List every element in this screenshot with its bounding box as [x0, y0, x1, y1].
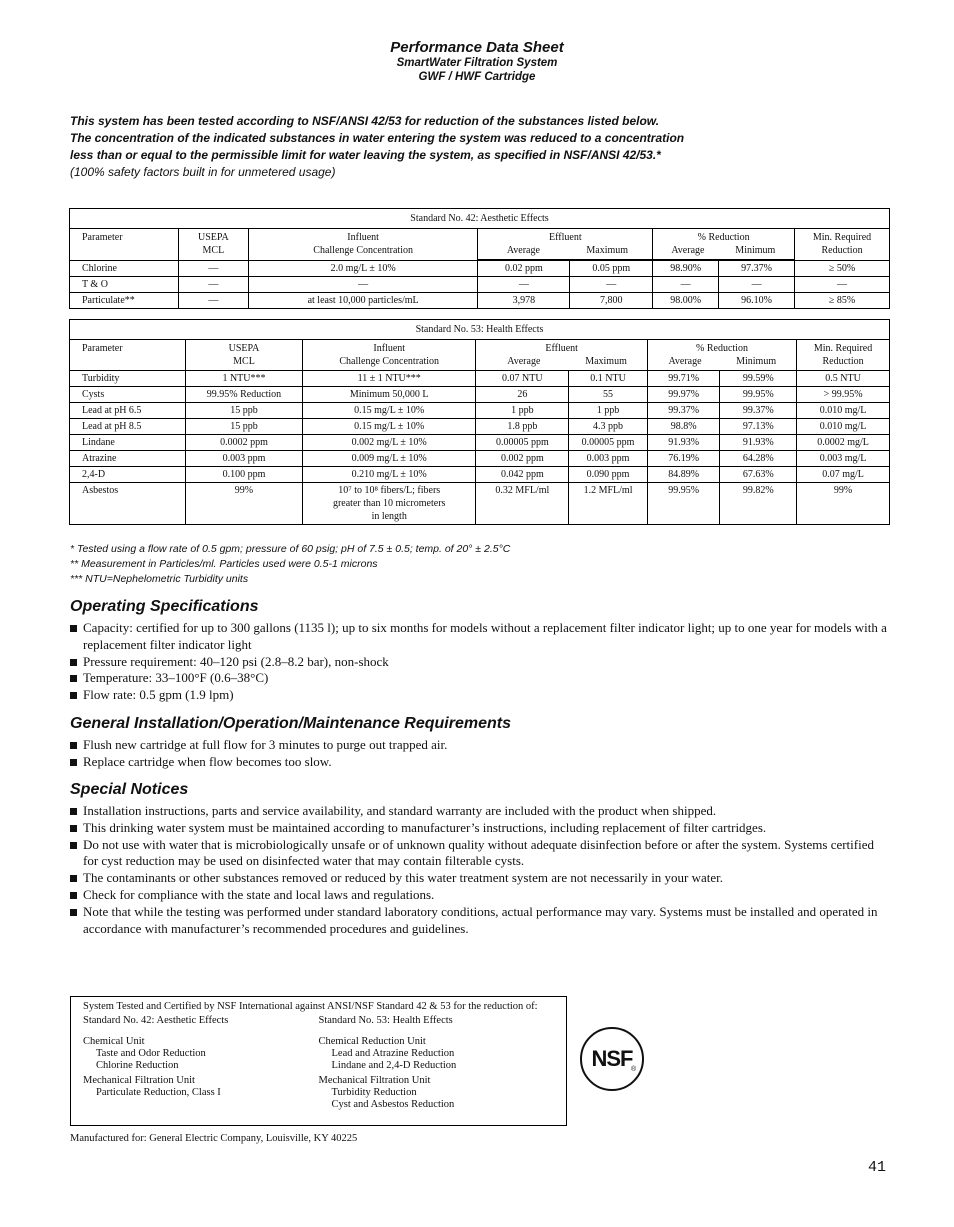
list-item: Note that while the testing was performed under standard laboratory conditions, actual performance may vary. Systems must be installed and operated in accordance with manufacturer’s recommended procedures and guidelines.	[70, 904, 890, 938]
list-item: Capacity: certified for up to 300 gallons (1135 l); up to six months for models without a replacement filter indicator light; up to one year for models with a replacement filter indicator light	[70, 620, 890, 654]
cert-standard-title: Standard No. 53: Health Effects	[318, 1015, 453, 1026]
certification-std42	[83, 1015, 319, 1111]
list-item: This drinking water system must be maintained according to manufacturer’s instructions, including replacement of filter cartridges.	[70, 820, 890, 837]
nsf-logo-text: NSF	[591, 1046, 633, 1071]
cert-item: Chlorine Reduction	[96, 1060, 179, 1071]
header-reduction: % Reduction Average Minimum	[647, 340, 796, 371]
list-item: Flush new cartridge at full flow for 3 minutes to purge out trapped air.	[70, 737, 890, 754]
list-item: Pressure requirement: 40–120 psi (2.8–8.2 bar), non-shock	[70, 654, 890, 671]
footnote: ** Measurement in Particles/ml. Particles used were 0.5-1 microns	[70, 558, 378, 570]
bullet-icon	[70, 892, 77, 899]
cert-item: Taste and Odor Reduction	[96, 1048, 206, 1059]
standard-53-table	[69, 319, 890, 525]
bullet-icon	[70, 842, 77, 849]
bullet-icon	[70, 742, 77, 749]
header-effluent: Effluent Average Maximum	[476, 340, 647, 371]
page-number: 41	[868, 1159, 887, 1176]
table-row: Lead at pH 6.5 15 ppb 0.15 mg/L ± 10% 1 ppb 1 ppb 99.37% 99.37% 0.010 mg/L	[70, 403, 890, 419]
header-influent: Influent Challenge Concentration	[248, 229, 478, 260]
bullet-icon	[70, 692, 77, 699]
cert-item: Particulate Reduction, Class I	[96, 1087, 221, 1098]
table-row: Cysts 99.95% Reduction Minimum 50,000 L 26 55 99.97% 99.95% > 99.95%	[70, 387, 890, 403]
section-heading: General Installation/Operation/Maintenance Requirements	[70, 715, 511, 732]
list-item: The contaminants or other substances removed or reduced by this water treatment system are not necessarily in your water.	[70, 870, 890, 887]
table-row: 2,4-D 0.100 ppm 0.210 mg/L ± 10% 0.042 ppm 0.090 ppm 84.89% 67.63% 0.07 mg/L	[70, 467, 890, 483]
special-notices	[70, 780, 890, 937]
bullet-icon	[70, 659, 77, 666]
cert-item: Cyst and Asbestos Reduction	[331, 1099, 455, 1110]
standard-42-rows	[70, 261, 890, 309]
standard-42-table	[69, 208, 890, 309]
intro-text	[70, 113, 890, 181]
bullet-icon	[70, 675, 77, 682]
header-usepa: USEPA MCL	[185, 340, 302, 371]
table-row: Chlorine — 2.0 mg/L ± 10% 0.02 ppm 0.05 ppm 98.90% 97.37% ≥ 50%	[70, 261, 890, 277]
list-item: Do not use with water that is microbiologically unsafe or of unknown quality without adequate disinfection before or after the system. Systems certified for cyst reduction may be used on disinfected water that may contain filterable cysts.	[70, 837, 890, 871]
cartridge-model: GWF / HWF Cartridge	[418, 71, 536, 83]
list-item: Replace cartridge when flow becomes too slow.	[70, 754, 890, 771]
operating-specifications	[70, 597, 890, 704]
intro-line: less than or equal to the permissible limit for water leaving the system, as specified in NSF/ANSI 42/53.*	[70, 148, 661, 162]
cert-item: Lindane and 2,4-D Reduction	[331, 1060, 457, 1071]
certification-intro: System Tested and Certified by NSF International against ANSI/NSF Standard 42 & 53 for the reduction of:	[83, 1001, 538, 1012]
table-row: Lindane 0.0002 ppm 0.002 mg/L ± 10% 0.00005 ppm 0.00005 ppm 91.93% 91.93% 0.0002 mg/L	[70, 435, 890, 451]
table-caption: Standard No. 42: Aesthetic Effects	[70, 209, 890, 229]
footnotes	[70, 542, 510, 587]
header-min-required: Min. Required Reduction	[797, 340, 890, 371]
cert-item: Turbidity Reduction	[331, 1087, 417, 1098]
cert-unit: Mechanical Filtration Unit	[83, 1075, 195, 1086]
bullet-icon	[70, 825, 77, 832]
section-heading: Special Notices	[70, 781, 189, 798]
table-row: T & O — — — — — — —	[70, 277, 890, 293]
cert-standard-title: Standard No. 42: Aesthetic Effects	[83, 1015, 229, 1026]
table-row: Particulate** — at least 10,000 particles/mL 3,978 7,800 98.00% 96.10% ≥ 85%	[70, 293, 890, 309]
intro-safety-note: (100% safety factors built in for unmetered usage)	[70, 165, 336, 179]
bullet-icon	[70, 875, 77, 882]
header-parameter: Parameter	[70, 340, 186, 371]
header-parameter: Parameter	[70, 229, 179, 261]
header-influent: Influent Challenge Concentration	[302, 340, 475, 371]
page-title: Performance Data Sheet	[390, 39, 564, 56]
installation-requirements	[70, 714, 890, 771]
table-row: Atrazine 0.003 ppm 0.009 mg/L ± 10% 0.002 ppm 0.003 ppm 76.19% 64.28% 0.003 mg/L	[70, 451, 890, 467]
cert-item: Lead and Atrazine Reduction	[331, 1048, 455, 1059]
section-heading: Operating Specifications	[70, 598, 259, 615]
table-caption: Standard No. 53: Health Effects	[70, 320, 890, 340]
bullet-icon	[70, 625, 77, 632]
footnote: * Tested using a flow rate of 0.5 gpm; pressure of 60 psig; pH of 7.5 ± 0.5; temp. of 20° ± 2.5°C	[70, 543, 511, 555]
certification-std53	[319, 1015, 555, 1111]
page-subtitle: SmartWater Filtration System	[396, 57, 558, 69]
cert-unit: Chemical Reduction Unit	[318, 1036, 426, 1047]
intro-line: The concentration of the indicated substances in water entering the system was reduced to a concentration	[70, 131, 685, 145]
manufacturer-note: Manufactured for: General Electric Company, Louisville, KY 40225	[70, 1133, 358, 1144]
bullet-icon	[70, 759, 77, 766]
intro-line: This system has been tested according to NSF/ANSI 42/53 for reduction of the substances listed below.	[70, 114, 660, 128]
bullet-icon	[70, 909, 77, 916]
certification-box	[70, 996, 567, 1126]
page-header	[0, 39, 954, 84]
bullet-icon	[70, 808, 77, 815]
standard-53-rows	[70, 371, 890, 525]
header-effluent: Effluent Average Maximum	[478, 229, 653, 260]
list-item: Check for compliance with the state and local laws and regulations.	[70, 887, 890, 904]
list-item: Flow rate: 0.5 gpm (1.9 lpm)	[70, 687, 890, 704]
cert-unit: Chemical Unit	[83, 1036, 145, 1047]
header-reduction: % Reduction Average Minimum	[653, 229, 795, 260]
table-row: Lead at pH 8.5 15 ppb 0.15 mg/L ± 10% 1.8 ppb 4.3 ppb 98.8% 97.13% 0.010 mg/L	[70, 419, 890, 435]
registered-mark: ®	[631, 1066, 637, 1073]
footnote: *** NTU=Nephelometric Turbidity units	[70, 573, 249, 585]
cert-unit: Mechanical Filtration Unit	[318, 1075, 431, 1086]
table-row: Asbestos 99% 10⁷ to 10⁸ fibers/L; fibers greater than 10 micrometers in length 0.32 MFL/ml 1.2 MFL/ml 99.95% 99.82% 99%	[70, 483, 890, 525]
table-row: Turbidity 1 NTU*** 11 ± 1 NTU*** 0.07 NTU 0.1 NTU 99.71% 99.59% 0.5 NTU	[70, 371, 890, 387]
list-item: Temperature: 33–100°F (0.6–38°C)	[70, 670, 890, 687]
header-min-required: Min. Required Reduction	[795, 229, 890, 260]
header-usepa: USEPA MCL	[178, 229, 248, 260]
nsf-logo-icon	[580, 1027, 644, 1091]
list-item: Installation instructions, parts and service availability, and standard warranty are included with the product when shipped.	[70, 803, 890, 820]
